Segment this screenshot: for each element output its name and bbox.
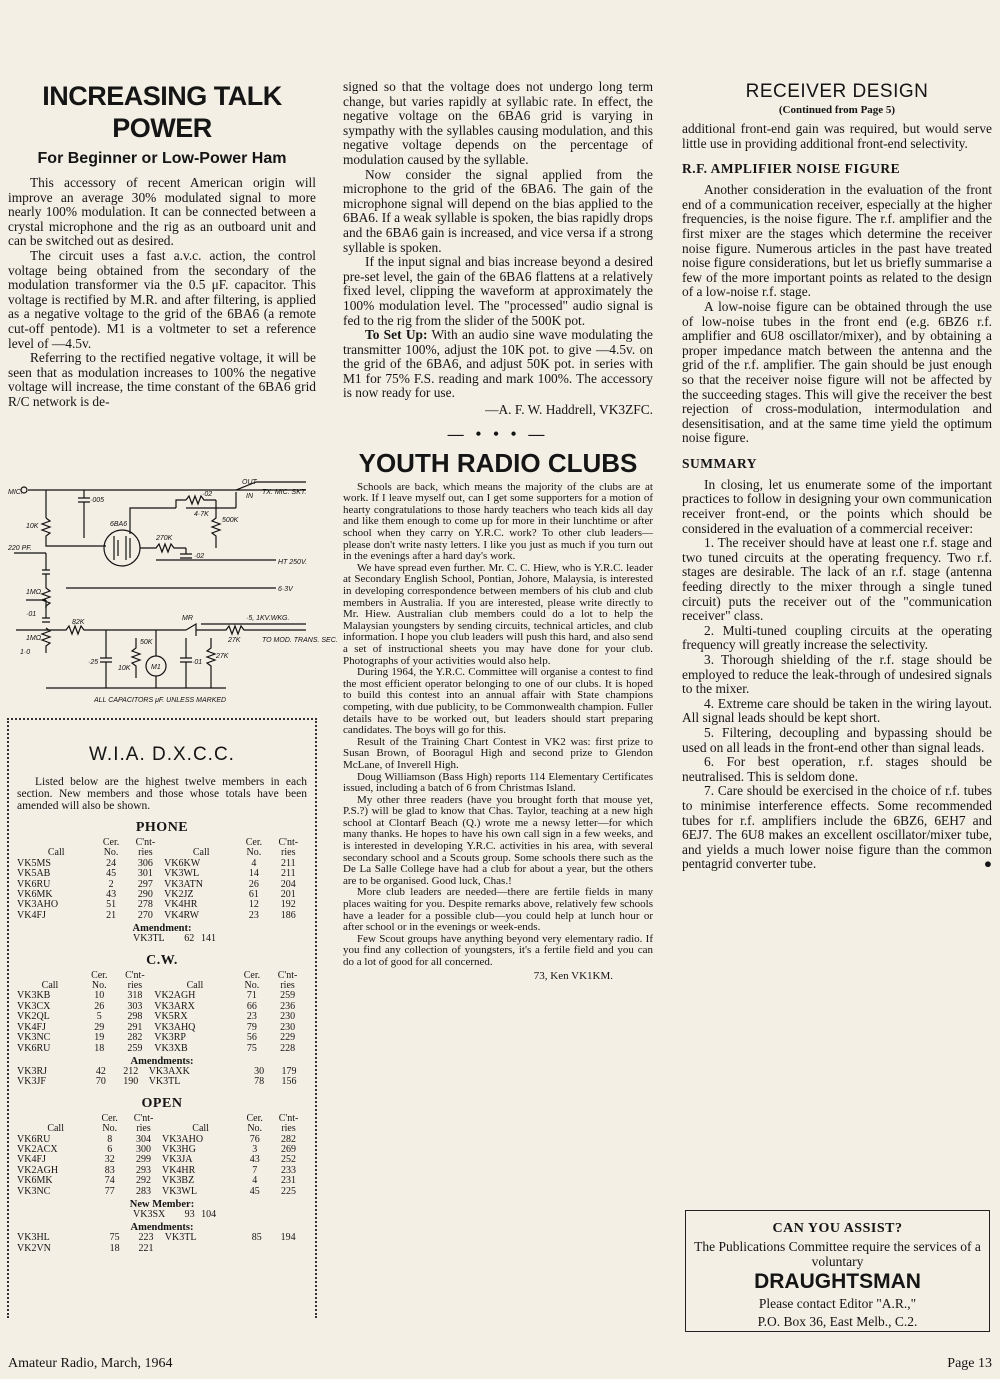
table-cell: VK2AGH [17,1164,59,1176]
table-cell: 292 [136,1175,152,1187]
phone-table: Cer. C'nt- Cer. C'nt- Call No. ries Call No. ries VK5MS 24 306 VK6KW 4 211 VK5AB 45 301 VK3WL 14 211 VK6RU 2 297 VK3ATN 26 204 VK6MK 43 290 VK2JZ 61 201 VK3AHO 51 278 VK4HR 12 192 VK4FJ 21 270 VK4RW 23 186 [17,838,307,921]
table-cell: 32 [104,1154,115,1166]
table-cell: 212 [123,1065,139,1077]
r10k2-label: 10K [118,665,131,672]
table-cell: 4 [252,1175,258,1187]
table-cell: 18 [94,1042,105,1054]
in-label: IN [246,493,253,500]
table-cell: 29 [94,1021,105,1033]
paragraph: In closing, let us enumerate some of the important practices to follow in designing your own communication receiver front-end, or the points which should be considered in the evaluation of a commercial receiver: [682,476,992,536]
table-cell: VK3XB [154,1042,188,1054]
table-cell: VK4RW [164,909,200,921]
assist-line2: Please contact Editor "A.R.," [758,1296,917,1311]
paragraph: 1. The receiver should have at least one r.f. stage and two tuned circuits at the operating frequency. Two r.f. stages are desirable. The lack of an r.f. stage (antenna feeding directly to the mixer through a single tuned circuit) puts the receiver out of the "communication receiver" class. [682,535,992,624]
table-cell: 45 [106,868,117,880]
table-cell: VK3TL [148,1076,181,1088]
receiver-design-article [682,80,992,872]
table-cell: 231 [281,1175,297,1187]
article-subtitle: For Beginner or Low-Power Ham [37,150,287,167]
r10k-label: 10K [26,523,39,530]
table-cell: VK3AHO [161,1133,204,1145]
paragraph: Few Scout groups have anything beyond very elementary radio. If you find any collection of youngsters, it's a fertile field and you can do a lot of good for all concerned. [343,932,653,968]
table-cell: 61 [248,889,259,901]
paragraph: 3. Thorough shielding of the r.f. stage should be employed to reduce the leak-through of undesired signals to the mixer. [682,652,992,697]
table-row [17,1044,307,1054]
table-cell: 42 [95,1065,106,1077]
table-cell: 304 [136,1133,152,1145]
table-cell: 297 [137,878,153,890]
r1m-label: 1MΩ [26,589,42,596]
separator: — • • • — [447,425,549,443]
table-cell: 194 [280,1232,296,1244]
table-cell: 56 [246,1032,257,1044]
table-cell: 252 [281,1154,297,1166]
table-cell: 14 [248,868,259,880]
section-heading: SUMMARY [682,455,758,471]
paragraph: signed so that the voltage does not undergo long term change, but varies rapidly at syllabic rate. In effect, the negative voltage on the 6BA6 grid is varying in sympathy with the syllables causing modulation, and this negative voltage depends on the percentage of modulation caused by the syllable. [343,79,653,167]
section-heading: R.F. AMPLIFIER NOISE FIGURE [682,161,901,177]
table-cell [244,1244,269,1254]
table-cell: VK3KB [17,990,51,1002]
youth-title: YOUTH RADIO CLUBS [358,447,638,478]
table-cell: 204 [280,878,296,890]
table-cell: 26 [248,878,259,890]
table-cell: VK4HR [164,899,198,911]
page-number: Page 13 [947,1356,992,1371]
paragraph: Referring to the rectified negative voltage, it will be seen that as modulation increases to 100% the negative voltage will increase, the time constant of the 6BA6 grid R/C network is de- [8,350,316,409]
table-cell: VK4HR [161,1164,196,1176]
article-title: INCREASING TALK POWER [42,81,282,143]
table-row [17,880,307,890]
cw-table: Cer. C'nt- Cer. C'nt- Call No. ries Call No. ries VK3KB 10 318 VK2AGH 71 259 VK3CX 26 303 VK3ARX 66 236 VK2QL 5 298 VK5RX 23 230 VK4FJ 29 291 VK3AHQ 79 230 VK3NC 19 282 VK3RP 56 229 VK6RU 18 259 VK3XB 75 228 [17,971,307,1054]
table-cell: 259 [280,990,296,1002]
r82k-label: 82K [72,619,85,626]
c01-label: ·01 [26,611,37,618]
table-cell: 299 [136,1154,152,1166]
open-new-label: New Member: [129,1198,195,1210]
table-cell: 7 [252,1164,258,1176]
table-cell: 283 [136,1185,152,1197]
paragraph: Doug Williamson (Bass High) reports 114 Elementary Certificates issued, including a batch of 6 from Christmas Island. [343,770,653,795]
table-cell: 23 [246,1011,257,1023]
out-label: OUT [242,479,257,486]
footer-publication: Amateur Radio, March, 1964 [8,1356,173,1371]
phone-amend-table [17,934,307,944]
table-cell: VK3HL [17,1232,50,1244]
paragraph: Result of the Training Chart Contest in VK2 was: first prize to Susan Brown, of Booragul High and second prize to Glendon McLane, of Inverell High. [343,735,653,771]
table-cell: 179 [281,1065,297,1077]
table-cell: 223 [138,1232,154,1244]
table-cell: 66 [246,1000,257,1012]
table-cell: 75 [246,1042,257,1054]
dxcc-title: W.I.A. D.X.C.C. [89,744,235,765]
m1-label: M1 [151,664,161,671]
r47k-label: 4·7K [194,511,209,518]
table-cell: 5 [96,1011,102,1023]
circuit-diagram [6,478,338,706]
r27k-label: 27K [228,637,241,644]
table-cell: VK3TL [164,1232,197,1244]
table-cell: VK3CX [17,1000,51,1012]
table-cell: 76 [249,1133,260,1145]
table-cell: 43 [106,889,117,901]
paragraph: 4. Extreme care should be taken in the wiring layout. All signal leads should be kept short. [682,695,992,726]
table-cell: VK3RJ [17,1065,48,1077]
table-cell [269,1244,307,1254]
table-cell: VK3WL [161,1185,197,1197]
c10-label: 1·0 [20,649,31,656]
paragraph: 2. Multi-tuned coupling circuits at the operating frequency will greatly increase the selectivity. [682,622,992,653]
table-cell: 70 [95,1076,106,1088]
open-amend-table [17,1233,307,1254]
assist-line1: The Publications Committee require the services of a voluntary [694,1239,981,1269]
ht-label: HT 250V. [278,559,308,566]
paragraph: During 1964, the Y.R.C. Committee will organise a contest to find the most efficient operator belonging to one of our clubs. It is hoped to build this contest into an annual affair with State champions competing, with due publicity, to be Commonwealth champion. Fuller details have to be worked out, but leaders should start preparing candidates. The boys will go for this. [343,666,653,737]
table-cell: VK3RP [154,1032,186,1044]
signature: —A. F. W. Haddrell, VK3ZFC. [485,402,653,418]
table-cell: VK3AHQ [154,1021,196,1033]
table-row [17,1233,307,1243]
table-cell: 211 [280,868,296,880]
table-cell: 259 [127,1042,143,1054]
table-row [17,1187,307,1197]
table-row [17,1077,307,1087]
table-cell: VK3JA [161,1154,193,1166]
table-cell: 211 [280,857,296,869]
table-cell: VK3ARX [154,1000,195,1012]
open-new-table [17,1210,307,1220]
c02b-label: ·02 [194,553,205,560]
table-cell: VK6RU [17,878,51,890]
r270k-label: 270K [156,535,173,542]
c5-label: ·5, 1KV.WKG. [246,615,290,622]
table-cell: VK6MK [17,889,53,901]
paragraph: My other three readers (have you brought forth that mouse yet, P.S.?) will be glad to know that Chas. Taylor, teaching at a new high school at Clontarf Beach (Q.) wrote me a newsy letter—for which many thanks. He hopes to have his own call sign in a few weeks, and is interested in developing Y.R.C. activities in his area, with several secondary school and a Scouts group. Some schools there such as the De La Salle College have had a club for about a year, but the others are to be organised. Good luck, Chas.! [343,793,653,887]
r27k2-label: 27K [216,653,229,660]
dxcc-box [7,718,317,1318]
paragraph: Now consider the signal applied from the microphone to the grid of the 6BA6. The gain of the microphone signal will depend on the bias applied to the 6BA6. If a weak syllable is spoken, the bias rapidly drops and the 6BA6 gain is increased, and vice versa if a strong syllable is spoken. [343,166,653,255]
table-cell: 23 [248,909,259,921]
table-cell: 21 [106,909,117,921]
table-cell: 12 [248,899,259,911]
table-cell: VK3WL [164,868,200,880]
table-cell: 318 [127,990,143,1002]
table-cell: 303 [127,1000,143,1012]
c220-label: 220 PF. [8,545,32,552]
table-cell: 18 [109,1242,120,1254]
table-cell: 306 [137,857,153,869]
table-cell: VK3NC [17,1185,51,1197]
tube-label: 6BA6 [110,521,128,528]
h63-label: 6·3V [278,586,293,593]
table-cell: 43 [249,1154,260,1166]
table-cell: 45 [249,1185,260,1197]
c25-label: ·25 [88,659,99,666]
c02-label: ·02 [202,491,213,498]
continued-note: (Continued from Page 5) [778,104,896,116]
table-cell: 269 [281,1143,297,1155]
table-cell: 51 [106,899,117,911]
table-cell: 83 [104,1164,115,1176]
table-cell: 24 [106,857,117,869]
table-row [17,911,307,921]
r50k-label: 50K [140,639,153,646]
table-cell: 2 [108,878,114,890]
dxcc-intro: Listed below are the highest twelve members in each section. New members and those whose totals have been amended will also be shown. [17,776,307,812]
c005-label: ·005 [90,497,105,504]
table-cell: 282 [127,1032,143,1044]
table-cell: VK4FJ [17,1021,46,1033]
paragraph: The circuit uses a fast a.v.c. action, the control voltage being obtained from the secondary of the modulation transformer via the 0.5 μF. capacitor. This voltage is rectified by M.R. and after filtering, is applied as a negative voltage to the grid of the 6BA6 (a remote cut-off pentode). M1 is a voltmeter to set a reference level of —4.5v. [8,247,316,351]
table-cell: VK3NC [17,1032,51,1044]
phone-title: PHONE [135,820,189,835]
assist-line3: P.O. Box 36, East Melb., C.2. [757,1313,918,1329]
table-cell: 74 [104,1175,115,1187]
table-cell: 225 [281,1185,297,1197]
table-cell: 77 [104,1185,115,1197]
table-cell: 229 [280,1032,296,1044]
assist-big: DRAUGHTSMAN [754,1270,921,1293]
table-cell: VK4FJ [17,909,46,921]
table-row [17,900,307,910]
table-row: VK3TL 62 141 [133,933,216,945]
table-cell: VK6RU [17,1042,51,1054]
table-cell: 291 [127,1021,143,1033]
table-cell: 290 [137,889,153,901]
table-row [17,1244,307,1254]
table-cell: 186 [280,909,296,921]
table-cell: VK3AHO [17,899,59,911]
table-row [17,890,307,900]
r500k-label: 500K [222,517,239,524]
table-cell: 75 [109,1232,120,1244]
table-cell: VK3HG [161,1143,196,1155]
table-cell: VK6RU [17,1133,51,1145]
c01b-label: ·01 [192,659,203,666]
paragraph: We have spread even further. Mr. C. C. Hiew, who is Y.R.C. leader at Secondary English School, Pontian, Johore, Malaysia, is interested in developing correspondence between members of his club and club members in Australia. If you are interested, please write directly to Mr. Hiew. Australian club members could do a lot to help the Malaysian youngsters by sending circuits, technical articles, and club information. I hope you club leaders will push this hard, and also send a set of instructional sheets you may have done for your club. Photographs of your activities would also help. [343,561,653,667]
assist-box [685,1210,990,1332]
table-row: VK3SX 93 104 [133,1208,217,1220]
table-cell: 270 [137,909,153,921]
tx-mic-label: TX. MIC. SKT. [262,489,307,496]
table-cell: 201 [280,889,296,901]
table-cell: 156 [281,1076,297,1088]
table-cell: VK2AGH [154,990,196,1002]
paragraph: This accessory of recent American origin will improve an average 30% modulated signal to more nearly 100% modulation. It can be connected between a crystal microphone and the rig as an outboard unit and can be switched out as desired. [8,175,316,249]
phone-amend-label: Amendment: [132,923,192,935]
youth-signature: 73, Ken VK1KM. [533,969,613,982]
paragraph: A low-noise figure can be obtained through the use of low-noise tubes in the front end (e.g. 6BZ6 r.f. amplifier and 6U8 oscillator/mixer), and by obtaining a proper impedance match between the antenna and the grid of the r.f. amplifier. The gain should be just enough so that the receiver noise figure will not be affected by the succeeding stages. This will give the receiver the best rejection of cross-modulation, intermodulation and desensitisation, and at the same time yield the optimum noise figure. [682,298,992,446]
table-cell: 221 [138,1242,154,1254]
table-cell: 79 [246,1021,257,1033]
table-cell: 192 [280,899,296,911]
table-cell: 236 [280,1000,296,1012]
to-mod-label: TO MOD. TRANS. SEC. [262,637,338,644]
table-cell: 10 [94,990,105,1002]
table-cell: VK5MS [17,857,51,869]
setup-text: With an audio sine wave modulating the transmitter 100%, adjust the 10K pot. to give —4.5v. on the grid of the 6BA6, and adjust 50K pot. in series with M1 for 75% F.S. reading and mark 100%. The accessory is now ready for use. [343,327,653,401]
table-cell: VK6MK [17,1175,53,1187]
table-cell: VK5RX [154,1011,188,1023]
table-cell: 233 [281,1164,297,1176]
table-cell: 8 [107,1133,113,1145]
table-row [17,1033,307,1043]
table-cell: VK5AB [17,868,51,880]
mr-label: MR [182,615,193,622]
cw-title: C.W. [146,952,178,968]
table-row [17,869,307,879]
paragraph: additional front-end gain was required, but would serve little use in providing additional front-end selectivity. [682,121,992,151]
table-row [17,859,307,869]
table-cell: VK2VN [17,1242,51,1254]
open-title: OPEN [141,1095,183,1111]
article-title: RECEIVER DESIGN [745,81,929,102]
table-cell: 293 [136,1164,152,1176]
table-cell: 4 [251,857,257,869]
table-cell: VK3ATN [164,878,203,890]
table-cell: VK3AXK [148,1065,190,1077]
table-cell: VK4FJ [17,1154,46,1166]
r1m2-label: 1MΩ [26,635,42,642]
table-cell: 71 [246,990,257,1002]
setup-paragraph [343,328,653,401]
table-cell: 85 [251,1232,262,1244]
youth-article [343,482,653,983]
table-cell: 230 [280,1021,296,1033]
table-cell: 301 [137,868,153,880]
setup-label: To Set Up: [365,327,428,343]
table-cell: 190 [123,1076,139,1088]
open-table: Cer. C'nt- Cer. C'nt- Call No. ries Call No. ries VK6RU 8 304 VK3AHO 76 282 VK2ACX 6 300 VK3HG 3 269 VK4FJ 32 299 VK3JA 43 252 VK2AGH 83 293 VK4HR 7 233 VK6MK 74 292 VK3BZ 4 231 VK3NC 77 283 VK3WL 45 225 [17,1114,307,1197]
cw-amend-table [17,1067,307,1088]
table-cell: 230 [280,1011,296,1023]
table-cell: 278 [137,899,153,911]
paragraph: More club leaders are needed—there are fertile fields in many places waiting for you. Despite remarks above, relatively few schools have a leader for a possible club—you could help at lunch hour or after school or in the evenings or week-ends. [343,886,653,934]
end-mark: ● [983,856,992,872]
table-cell: 282 [281,1133,297,1145]
table-cell: 78 [254,1076,265,1088]
table-cell: 6 [107,1143,113,1155]
table-cell: VK3JF [17,1076,46,1088]
mic-label: MIC. [8,489,23,496]
circuit-note: ALL CAPACITORS μF. UNLESS MARKED [94,697,227,704]
paragraph: Schools are back, which means the majority of the clubs are at work. If I leave myself out, can I get some supporters for a motion of hearty congratulations to those hardy teachers who teach kids all day and like them enough to come up for more in their lunchtime or after school when they carry on Y.R.C. work? To other club leaders—please don't write nasty letters. I like you just as much if you turn out in the evenings after a hard day's work. [343,480,653,563]
open-amend-label: Amendments: [130,1222,194,1234]
table-cell: 26 [94,1000,105,1012]
table-cell [165,1244,244,1254]
table-cell: VK6KW [164,857,201,869]
table-cell: 30 [254,1065,265,1077]
assist-title: CAN YOU ASSIST? [772,1221,903,1236]
table-cell: 3 [252,1143,258,1155]
paragraph: If the input signal and bias increase beyond a desired pre-set level, the gain of the 6BA6 flattens at a relatively fixed level, clipping the waveform at approximately the 100% modulation level. The "processed" audio signal is fed to the rig from the slider of the 500K pot. [343,254,653,328]
paragraph: 5. Filtering, decoupling and bypassing should be used on all leads in the front-end other than signal leads. [682,724,992,755]
table-cell: VK2QL [17,1011,50,1023]
table-row [17,1176,307,1186]
table-cell: VK3BZ [161,1175,195,1187]
paragraph: 7. Care should be exercised in the choice of r.f. tubes to minimise interference effects. Some recommended tubes for r.f. amplifiers include the 6BZ6, 6EH7 and 6EJ7. The 6U8 makes an excellent oscillator/mixer tube, and yields a much lower noise figure than the common pentagrid converter tube. ● [682,783,992,872]
middle-column [343,80,653,982]
cw-amend-label: Amendments: [130,1055,194,1067]
paragraph: Another consideration in the evaluation of the front end of a communication receiver, especially at the higher frequencies, is the noise figure. The r.f. amplifier and the first mixer are the stages which determine the receiver noise figure. Numerous articles in the past have treated noise figure considerations, but let us briefly summarise a few of the more important points as related to the design of a low-noise r.f. stage. [682,182,992,300]
table-cell: VK2ACX [17,1143,58,1155]
table-cell: 228 [280,1042,296,1054]
table-cell: 19 [94,1032,105,1044]
paragraph: 6. For best operation, r.f. stages should be neutralised. This is seldom done. [682,754,992,784]
table-cell: 300 [136,1143,152,1155]
table-cell: VK2JZ [164,889,194,901]
table-cell: 298 [127,1011,143,1023]
talk-power-article [8,80,316,410]
